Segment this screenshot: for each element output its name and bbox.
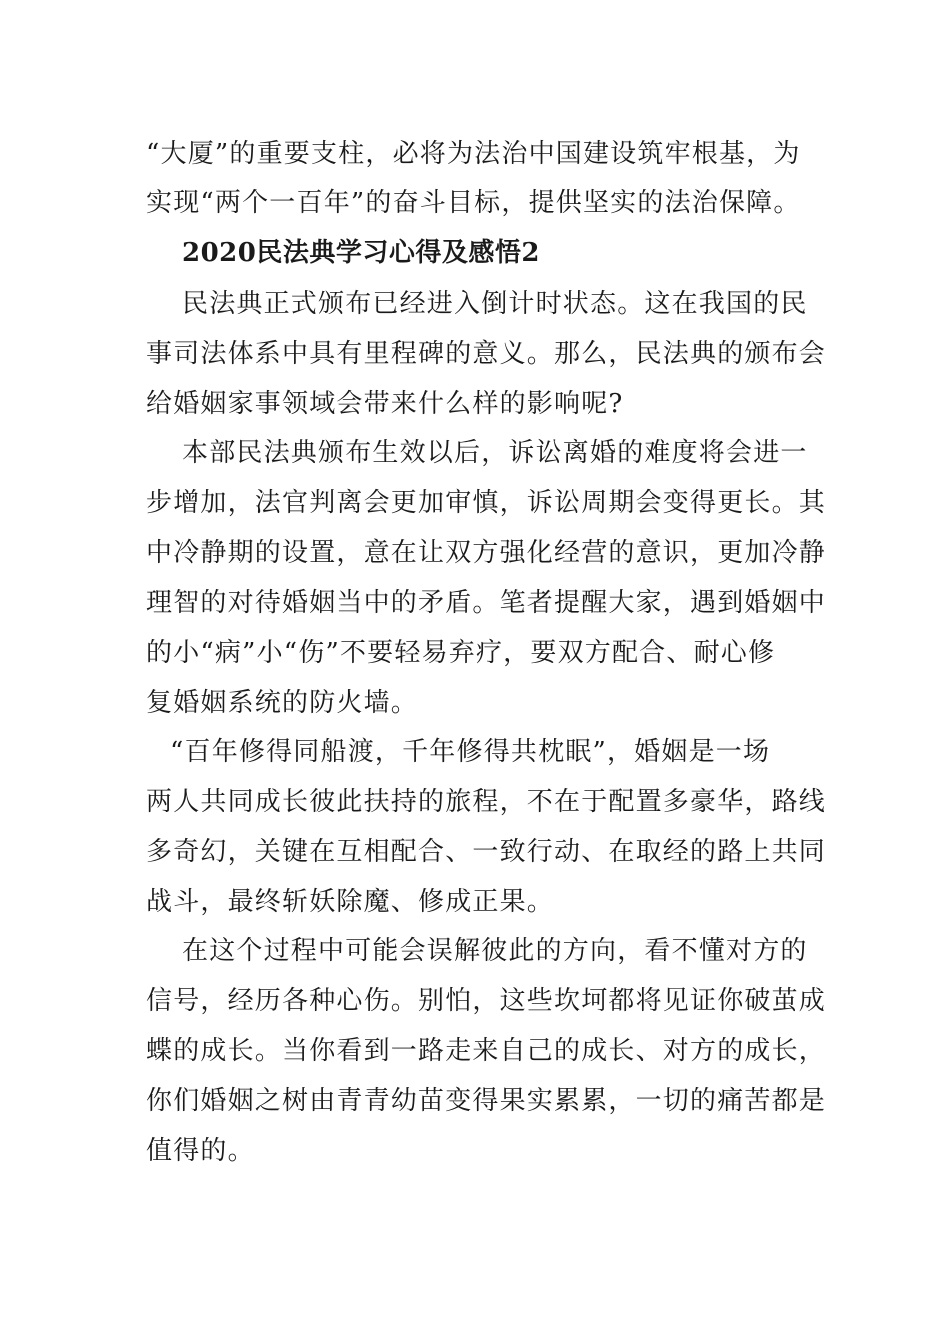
paragraph-3-line: 战斗，最终斩妖除魔、修成正果。	[146, 887, 555, 917]
paragraph-3-line: “百年修得同船渡，千年修得共枕眠”，婚姻是一场	[170, 737, 771, 767]
paragraph-4-line: 你们婚姻之树由青青幼苗变得果实累累，一切的痛苦都是	[146, 1086, 827, 1116]
paragraph-intro-line: 实现“两个一百年”的奋斗目标，提供坚实的法治保障。	[146, 188, 801, 218]
paragraph-4-line: 蝶的成长。当你看到一路走来自己的成长、对方的成长，	[146, 1036, 827, 1066]
paragraph-1-line: 给婚姻家事领域会带来什么样的影响呢?	[146, 389, 624, 419]
paragraph-4-line: 在这个过程中可能会误解彼此的方向，看不懂对方的	[182, 936, 808, 966]
paragraph-2-line: 步增加，法官判离会更加审慎，诉讼周期会变得更长。其	[146, 488, 827, 518]
paragraph-2-line: 中冷静期的设置，意在让双方强化经营的意识，更加冷静	[146, 538, 827, 568]
section-heading: 2020民法典学习心得及感悟2	[182, 238, 540, 268]
paragraph-intro-line: “大厦”的重要支柱，必将为法治中国建设筑牢根基，为	[146, 139, 801, 169]
paragraph-3-line: 多奇幻，关键在互相配合、一致行动、在取经的路上共同	[146, 837, 827, 867]
paragraph-1-line: 民法典正式颁布已经进入倒计时状态。这在我国的民	[182, 289, 808, 319]
paragraph-1-line: 事司法体系中具有里程碑的意义。那么，民法典的颁布会	[146, 339, 827, 369]
paragraph-4-line: 信号，经历各种心伤。别怕，这些坎坷都将见证你破茧成	[146, 986, 827, 1016]
paragraph-2-line: 理智的对待婚姻当中的矛盾。笔者提醒大家，遇到婚姻中	[146, 588, 827, 618]
paragraph-4-line: 值得的。	[146, 1136, 255, 1166]
paragraph-2-line: 本部民法典颁布生效以后，诉讼离婚的难度将会进一	[182, 438, 808, 468]
paragraph-3-line: 两人共同成长彼此扶持的旅程，不在于配置多豪华，路线	[146, 787, 827, 817]
paragraph-2-line: 复婚姻系统的防火墙。	[146, 688, 419, 718]
paragraph-2-line: 的小“病”小“伤”不要轻易弃疗，要双方配合、耐心修	[146, 638, 776, 668]
